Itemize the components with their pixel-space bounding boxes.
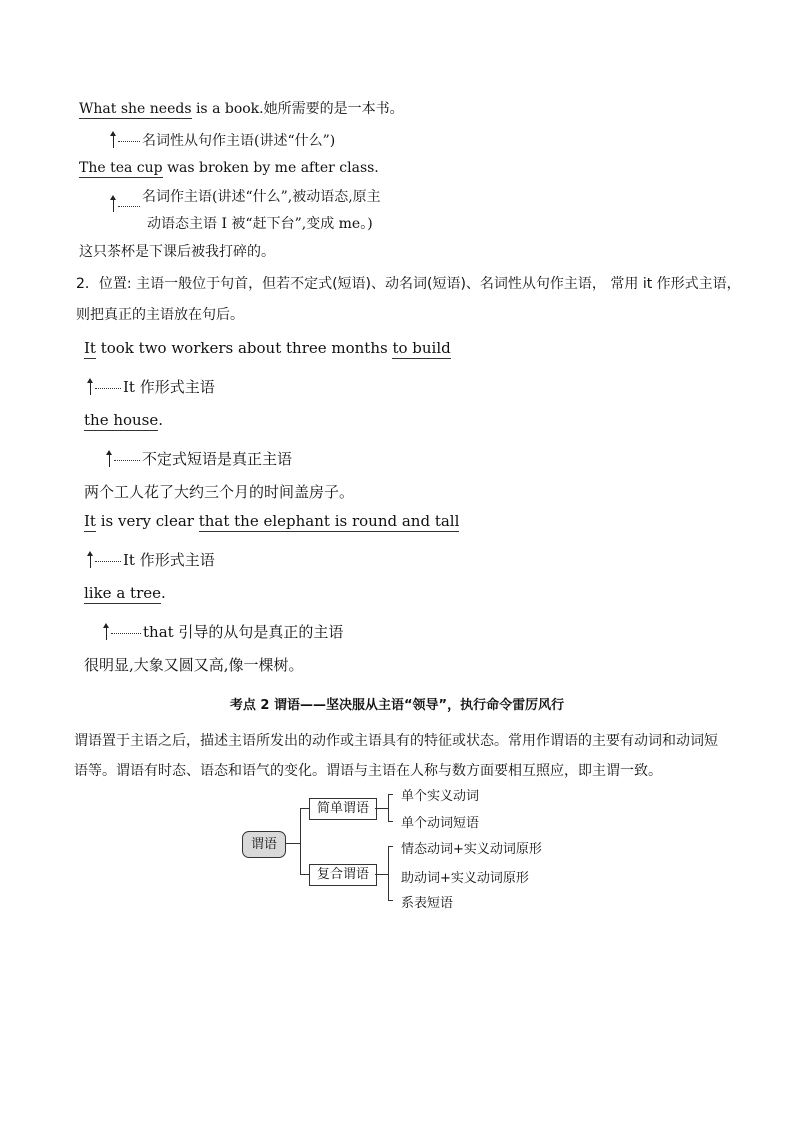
real-subject-underline: to build: [392, 339, 451, 357]
section-paragraph: 谓语置于主语之后，描述主语所发出的动作或主语具有的特征或状态。常用作谓语的主要有动词和动词短: [74, 733, 718, 749]
example-sentence-4: [84, 512, 459, 530]
connector: [300, 808, 301, 875]
translation-3: 两个工人花了大约三个月的时间盖房子。: [84, 483, 355, 501]
connector: [286, 843, 300, 844]
annotation-3a: [87, 376, 215, 397]
point-2-text: 2．位置: 主语一般位于句首，但若不定式(短语)、动名词(短语)、名词性从句作主语， 常用 it 作形式主语，: [76, 276, 741, 292]
connector: [388, 846, 393, 847]
annotation-text: 名词作主语(讲述“什么”,被动语态,原主: [142, 189, 381, 205]
annotation-text-cont: 动语态主语 I 被“赶下台”,变成 me。): [147, 216, 373, 232]
real-subject-underline: like a tree: [84, 584, 161, 602]
annotation-2: [110, 186, 381, 211]
up-arrow-icon: [106, 450, 114, 466]
up-arrow-icon: [110, 195, 118, 211]
sentence-mid: is very clear: [95, 512, 199, 530]
mindmap-leaf: 单个实义动词: [401, 789, 480, 804]
subject-underline: What she needs: [79, 101, 192, 117]
real-subject-underline: the house: [84, 411, 159, 429]
connector: [300, 874, 309, 875]
mindmap-simple-predicate: 简单谓语: [309, 798, 377, 820]
mindmap-leaf: 情态动词+实义动词原形: [401, 842, 542, 857]
connector: [388, 794, 389, 822]
dotted-leader: [118, 206, 140, 207]
annotation-text: 名词性从句作主语(讲述“什么”): [142, 133, 336, 149]
example-sentence-2: [79, 160, 379, 176]
dotted-leader: [114, 460, 140, 461]
up-arrow-icon: [110, 131, 118, 147]
dotted-leader: [95, 561, 121, 562]
mindmap-compound-predicate: 复合谓语: [309, 864, 377, 886]
translation-2: 这只茶杯是下课后被我打碎的。: [79, 244, 275, 260]
up-arrow-icon: [87, 378, 95, 394]
mindmap-leaf: 单个动词短语: [401, 816, 480, 831]
translation-4: 很明显,大象又圆又高,像一棵树。: [84, 656, 304, 674]
formal-subject-it: It: [84, 512, 96, 530]
dotted-leader: [118, 141, 140, 142]
dotted-leader: [95, 388, 121, 389]
annotation-text: It 作形式主语: [123, 551, 215, 569]
connector: [375, 808, 388, 809]
connector: [300, 808, 309, 809]
annotation-text: that 引导的从句是真正的主语: [143, 623, 344, 641]
section-paragraph-cont: 语等。谓语有时态、语态和语气的变化。谓语与主语在人称与数方面要相互照应，即主谓一致。: [74, 763, 662, 779]
mindmap-root: 谓语: [242, 831, 286, 858]
sentence-mid: took two workers about three months: [95, 339, 393, 357]
sentence-rest: is a book.她所需要的是一本书。: [191, 101, 404, 117]
annotation-4a: [87, 549, 215, 570]
example-sentence-4-cont: [84, 584, 166, 602]
period: .: [161, 584, 166, 602]
annotation-1: [110, 130, 335, 150]
connector: [388, 846, 389, 901]
example-sentence-3-cont: [84, 411, 163, 429]
subject-underline: The tea cup: [79, 160, 163, 176]
connector: [388, 821, 393, 822]
example-sentence-1: [79, 98, 404, 118]
connector: [388, 900, 393, 901]
annotation-text: It 作形式主语: [123, 378, 215, 396]
up-arrow-icon: [87, 551, 95, 567]
annotation-4b: [103, 621, 343, 642]
period: .: [158, 411, 164, 429]
section-title: 考点 2 谓语——坚决服从主语“领导”，执行命令雷厉风行: [229, 698, 565, 713]
sentence-rest: was broken by me after class.: [162, 160, 379, 176]
formal-subject-it: It: [84, 339, 96, 357]
up-arrow-icon: [103, 623, 111, 639]
annotation-text: 不定式短语是真正主语: [142, 450, 293, 468]
point-2-text-cont: 则把真正的主语放在句后。: [76, 307, 244, 323]
example-sentence-3: [84, 339, 451, 357]
dotted-leader: [111, 633, 141, 634]
mindmap-leaf: 助动词+实义动词原形: [401, 871, 529, 886]
connector: [375, 874, 388, 875]
real-subject-underline: that the elephant is round and tall: [198, 512, 460, 530]
mindmap-leaf: 系表短语: [401, 896, 454, 911]
connector: [388, 794, 393, 795]
annotation-3b: [106, 448, 292, 469]
